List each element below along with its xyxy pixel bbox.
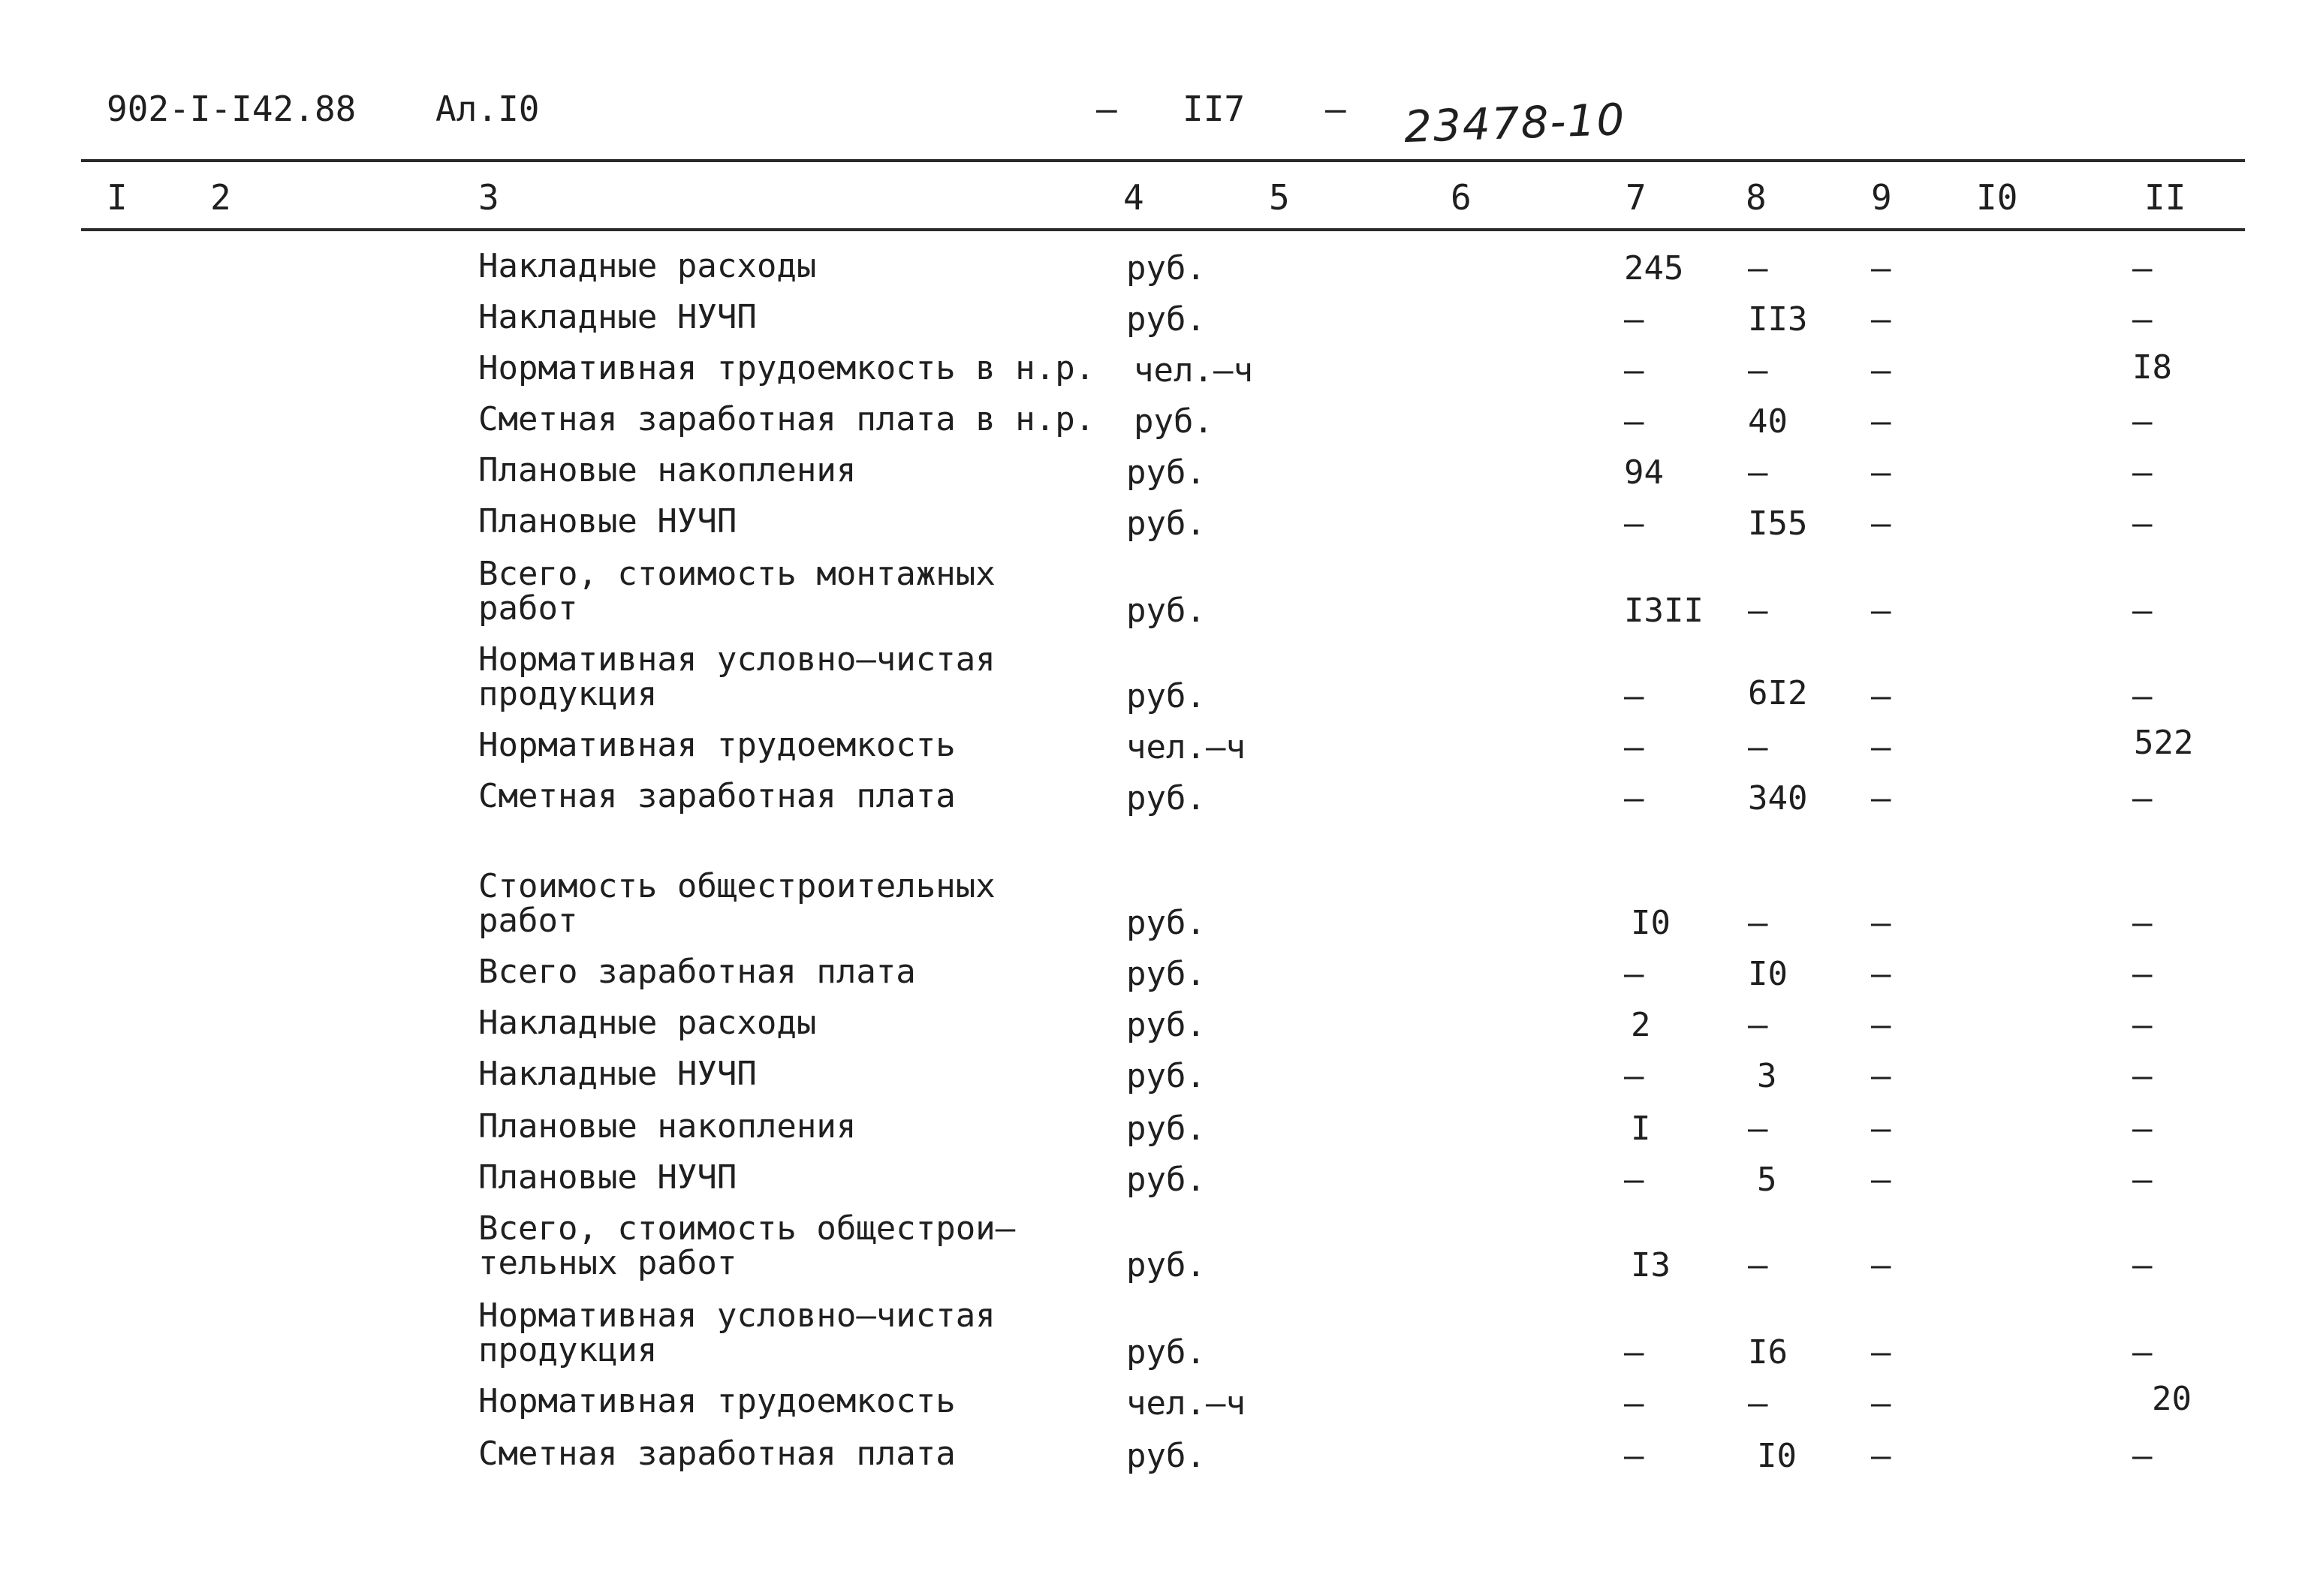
cell-col9: – [1871,1246,1891,1284]
cell-col7: – [1624,402,1644,441]
row-unit: руб. [1126,1333,1206,1372]
row-description: Накладные расходы [478,247,817,285]
cell-col11: – [2132,1161,2153,1199]
cell-col9: – [1871,1006,1891,1044]
cell-col11: – [2132,1333,2153,1372]
cell-col8: 5 [1757,1161,1777,1199]
cell-col11: – [2132,1437,2153,1475]
sheet-label: Ал.I0 [435,89,540,129]
row-unit: руб. [1126,677,1206,715]
row-unit: чел.–ч [1126,1384,1246,1423]
cell-col8: 340 [1748,779,1808,818]
row-unit: руб. [1126,249,1206,288]
row-description: Сметная заработная плата [478,1435,956,1473]
row-unit: руб. [1126,504,1206,543]
cell-col7: – [1624,955,1644,993]
column-number: 5 [1269,177,1290,218]
cell-col9: – [1871,955,1891,993]
cell-col9: – [1871,402,1891,441]
row-description: Нормативная трудоемкость [478,726,956,764]
cell-col7: 2 [1631,1006,1651,1044]
cell-col8: – [1748,728,1768,766]
cell-col9: – [1871,453,1891,492]
column-number: 8 [1746,177,1767,218]
cell-col11: – [2132,955,2153,993]
cell-col8: 40 [1748,402,1788,441]
cell-col11: – [2132,300,2153,339]
cell-col8: I0 [1757,1437,1797,1475]
cell-col11: – [2132,1246,2153,1284]
cell-col8: – [1748,351,1768,390]
column-number: II [2144,177,2186,218]
column-number: I [107,177,128,218]
row-description: Накладные НУЧП [478,1055,757,1093]
cell-col9: – [1871,1437,1891,1475]
row-description: Накладные расходы [478,1004,817,1042]
cell-col9: – [1871,1384,1891,1423]
row-description: Сметная заработная плата [478,777,956,815]
row-unit: чел.–ч [1134,351,1253,390]
row-unit: руб. [1126,1437,1206,1475]
cell-col8: – [1748,249,1768,288]
cell-col8: 3 [1757,1057,1777,1095]
row-description: Накладные НУЧП [478,298,757,336]
cell-col11: 20 [2152,1380,2192,1418]
cell-col8: 6I2 [1748,674,1808,712]
handwritten-number: 23478-10 [1403,93,1627,153]
cell-col8: – [1748,1246,1768,1284]
cell-col9: – [1871,728,1891,766]
cell-col8: I6 [1748,1333,1788,1372]
row-description: Сметная заработная плата в н.р. [478,400,1095,438]
cell-col7: – [1624,1161,1644,1199]
cell-col9: – [1871,300,1891,339]
cell-col7: – [1624,1333,1644,1372]
row-description: Плановые накопления [478,1107,857,1146]
cell-col7: I3II [1624,592,1704,630]
row-description: Всего, стоимость общестрои– тельных работ [478,1209,1016,1282]
row-description: Нормативная условно–чистая продукция [478,1296,996,1369]
page-dash-right: – [1325,89,1346,129]
row-unit: руб. [1126,1246,1206,1284]
cell-col7: – [1624,1437,1644,1475]
page-number: II7 [1183,89,1246,129]
cell-col7: – [1624,779,1644,818]
column-number: 4 [1123,177,1144,218]
row-description: Нормативная условно–чистая продукция [478,640,996,713]
cell-col11: – [2132,1006,2153,1044]
row-unit: руб. [1126,300,1206,339]
row-unit: руб. [1126,955,1206,993]
column-number: I0 [1976,177,2018,218]
cell-col11: – [2132,504,2153,543]
cell-col8: – [1748,904,1768,942]
row-unit: руб. [1126,592,1206,630]
cell-col9: – [1871,504,1891,543]
row-unit: руб. [1126,904,1206,942]
column-number: 6 [1451,177,1472,218]
row-unit: чел.–ч [1126,728,1246,766]
cell-col9: – [1871,1333,1891,1372]
row-description: Всего заработная плата [478,953,916,991]
cell-col11: – [2132,1057,2153,1095]
cell-col7: – [1624,677,1644,715]
column-number: 7 [1626,177,1647,218]
row-unit: руб. [1126,1161,1206,1199]
cell-col8: – [1748,453,1768,492]
cell-col11: – [2132,592,2153,630]
cell-col8: – [1748,1006,1768,1044]
cell-col11: – [2132,677,2153,715]
cell-col9: – [1871,904,1891,942]
row-description: Нормативная трудоемкость [478,1382,956,1420]
cell-col7: – [1624,300,1644,339]
cell-col7: I3 [1631,1246,1671,1284]
cell-col11: – [2132,904,2153,942]
row-unit: руб. [1126,453,1206,492]
cell-col7: – [1624,504,1644,543]
column-number: 9 [1871,177,1892,218]
cell-col7: – [1624,1057,1644,1095]
row-description: Нормативная трудоемкость в н.р. [478,349,1095,387]
header-bottom-rule [81,228,2245,231]
cell-col7: – [1624,728,1644,766]
cell-col11: 522 [2134,724,2194,762]
cell-col7: I0 [1631,904,1671,942]
cell-col9: – [1871,592,1891,630]
cell-col9: – [1871,779,1891,818]
cell-col8: – [1748,592,1768,630]
cell-col8: I55 [1748,504,1808,543]
row-description: Плановые накопления [478,451,857,489]
row-description: Плановые НУЧП [478,1158,737,1197]
cell-col9: – [1871,249,1891,288]
cell-col9: – [1871,1057,1891,1095]
cell-col11: – [2132,453,2153,492]
cell-col11: I8 [2132,348,2172,387]
cell-col11: – [2132,249,2153,288]
cell-col8: II3 [1748,300,1808,339]
column-number: 3 [478,177,499,218]
row-unit: руб. [1126,1057,1206,1095]
cell-col9: – [1871,351,1891,390]
cell-col9: – [1871,677,1891,715]
row-unit: руб. [1134,402,1213,441]
header-top-rule [81,159,2245,162]
cell-col11: – [2132,1110,2153,1148]
cell-col7: 94 [1624,453,1664,492]
cell-col11: – [2132,779,2153,818]
column-number: 2 [210,177,231,218]
cell-col8: – [1748,1110,1768,1148]
page-dash-left: – [1096,89,1117,129]
row-unit: руб. [1126,1006,1206,1044]
row-description: Всего, стоимость монтажных работ [478,555,996,628]
cell-col9: – [1871,1110,1891,1148]
row-unit: руб. [1126,1110,1206,1148]
cell-col7: 245 [1624,249,1684,288]
cell-col11: – [2132,402,2153,441]
cell-col9: – [1871,1161,1891,1199]
cell-col7: – [1624,351,1644,390]
cell-col8: I0 [1748,955,1788,993]
row-unit: руб. [1126,779,1206,818]
document-code: 902-I-I42.88 [107,89,357,129]
row-description: Плановые НУЧП [478,502,737,541]
cell-col8: – [1748,1384,1768,1423]
row-description: Стоимость общестроительных работ [478,867,996,940]
cell-col7: – [1624,1384,1644,1423]
cell-col7: I [1631,1110,1651,1148]
